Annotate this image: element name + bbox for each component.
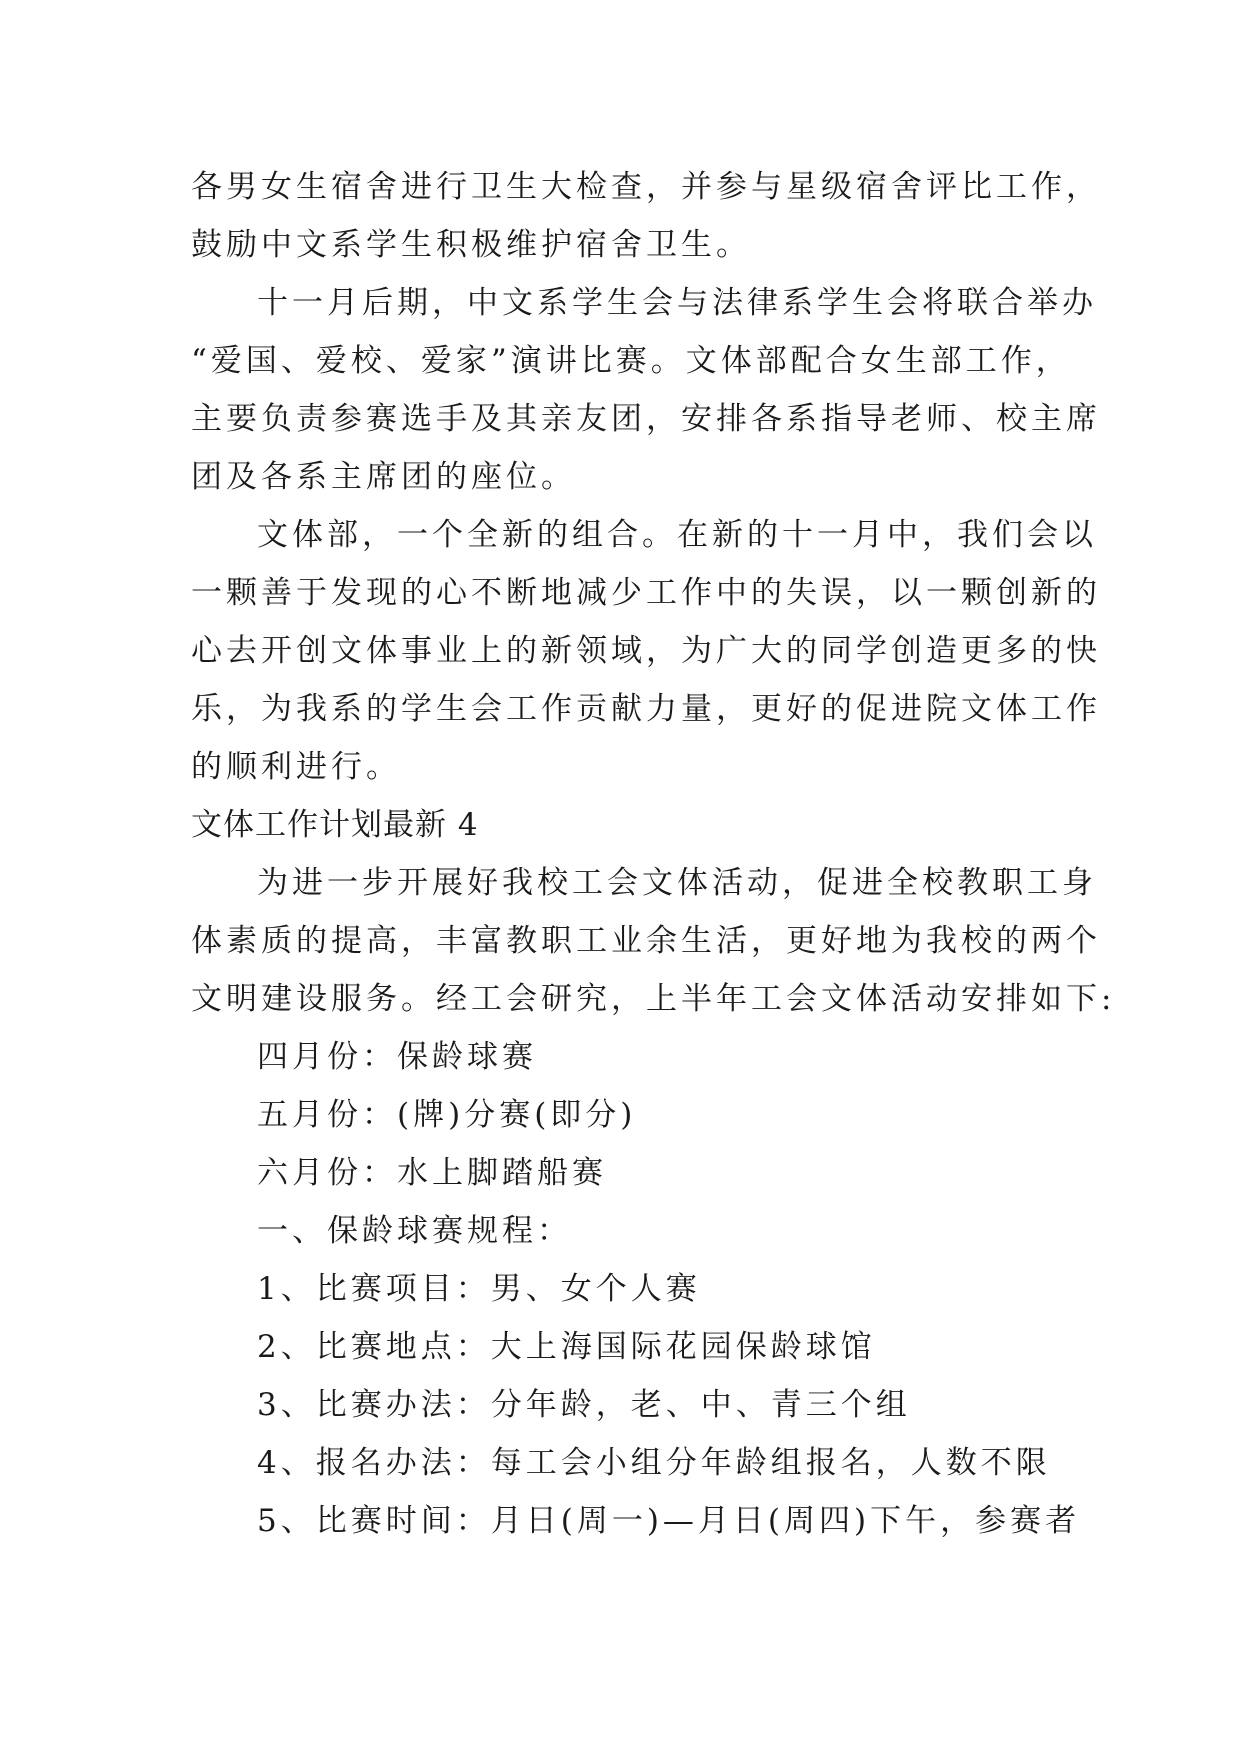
text-line: 一颗善于发现的心不断地减少工作中的失误，以一颗创新的 xyxy=(191,575,1101,611)
document-body xyxy=(191,158,1116,1550)
text-line: 团及各系主席团的座位。 xyxy=(191,459,576,495)
paragraph-start: 为进一步开展好我校工会文体活动，促进全校教职工身 xyxy=(257,865,1097,901)
text-line: 各男女生宿舍进行卫生大检查，并参与星级宿舍评比工作， xyxy=(191,169,1101,205)
schedule-item: 六月份：水上脚踏船赛 xyxy=(257,1155,607,1191)
text-line: 心去开创文体事业上的新领域，为广大的同学创造更多的快 xyxy=(191,633,1101,669)
rule-item: 5、比赛时间：月日(周一)—月日(周四)下午，参赛者 xyxy=(257,1503,1081,1539)
text-line: 体素质的提高，丰富教职工业余生活，更好地为我校的两个 xyxy=(191,923,1101,959)
text-line: 的顺利进行。 xyxy=(191,749,401,785)
text-line: 鼓励中文系学生积极维护宿舍卫生。 xyxy=(191,227,751,263)
text-line: 乐，为我系的学生会工作贡献力量，更好的促进院文体工作 xyxy=(191,691,1101,727)
rule-item: 4、报名办法：每工会小组分年龄组报名，人数不限 xyxy=(257,1445,1051,1481)
paragraph-start: 十一月后期，中文系学生会与法律系学生会将联合举办 xyxy=(257,285,1097,321)
text-line: 文明建设服务。经工会研究，上半年工会文体活动安排如下: xyxy=(191,981,1116,1017)
schedule-item: 四月份：保龄球赛 xyxy=(257,1039,537,1075)
rule-item: 3、比赛办法：分年龄，老、中、青三个组 xyxy=(257,1387,911,1423)
rule-item: 2、比赛地点：大上海国际花园保龄球馆 xyxy=(257,1329,876,1365)
subsection-heading: 一、保龄球赛规程： xyxy=(257,1213,572,1249)
text-line: “爱国、爱校、爱家”演讲比赛。文体部配合女生部工作， xyxy=(191,343,1071,379)
schedule-item: 五月份：(牌)分赛(即分) xyxy=(257,1097,637,1133)
rule-item: 1、比赛项目：男、女个人赛 xyxy=(257,1271,701,1307)
paragraph-start: 文体部，一个全新的组合。在新的十一月中，我们会以 xyxy=(257,517,1097,553)
text-line: 主要负责参赛选手及其亲友团，安排各系指导老师、校主席 xyxy=(191,401,1101,437)
section-heading: 文体工作计划最新 4 xyxy=(191,807,479,843)
